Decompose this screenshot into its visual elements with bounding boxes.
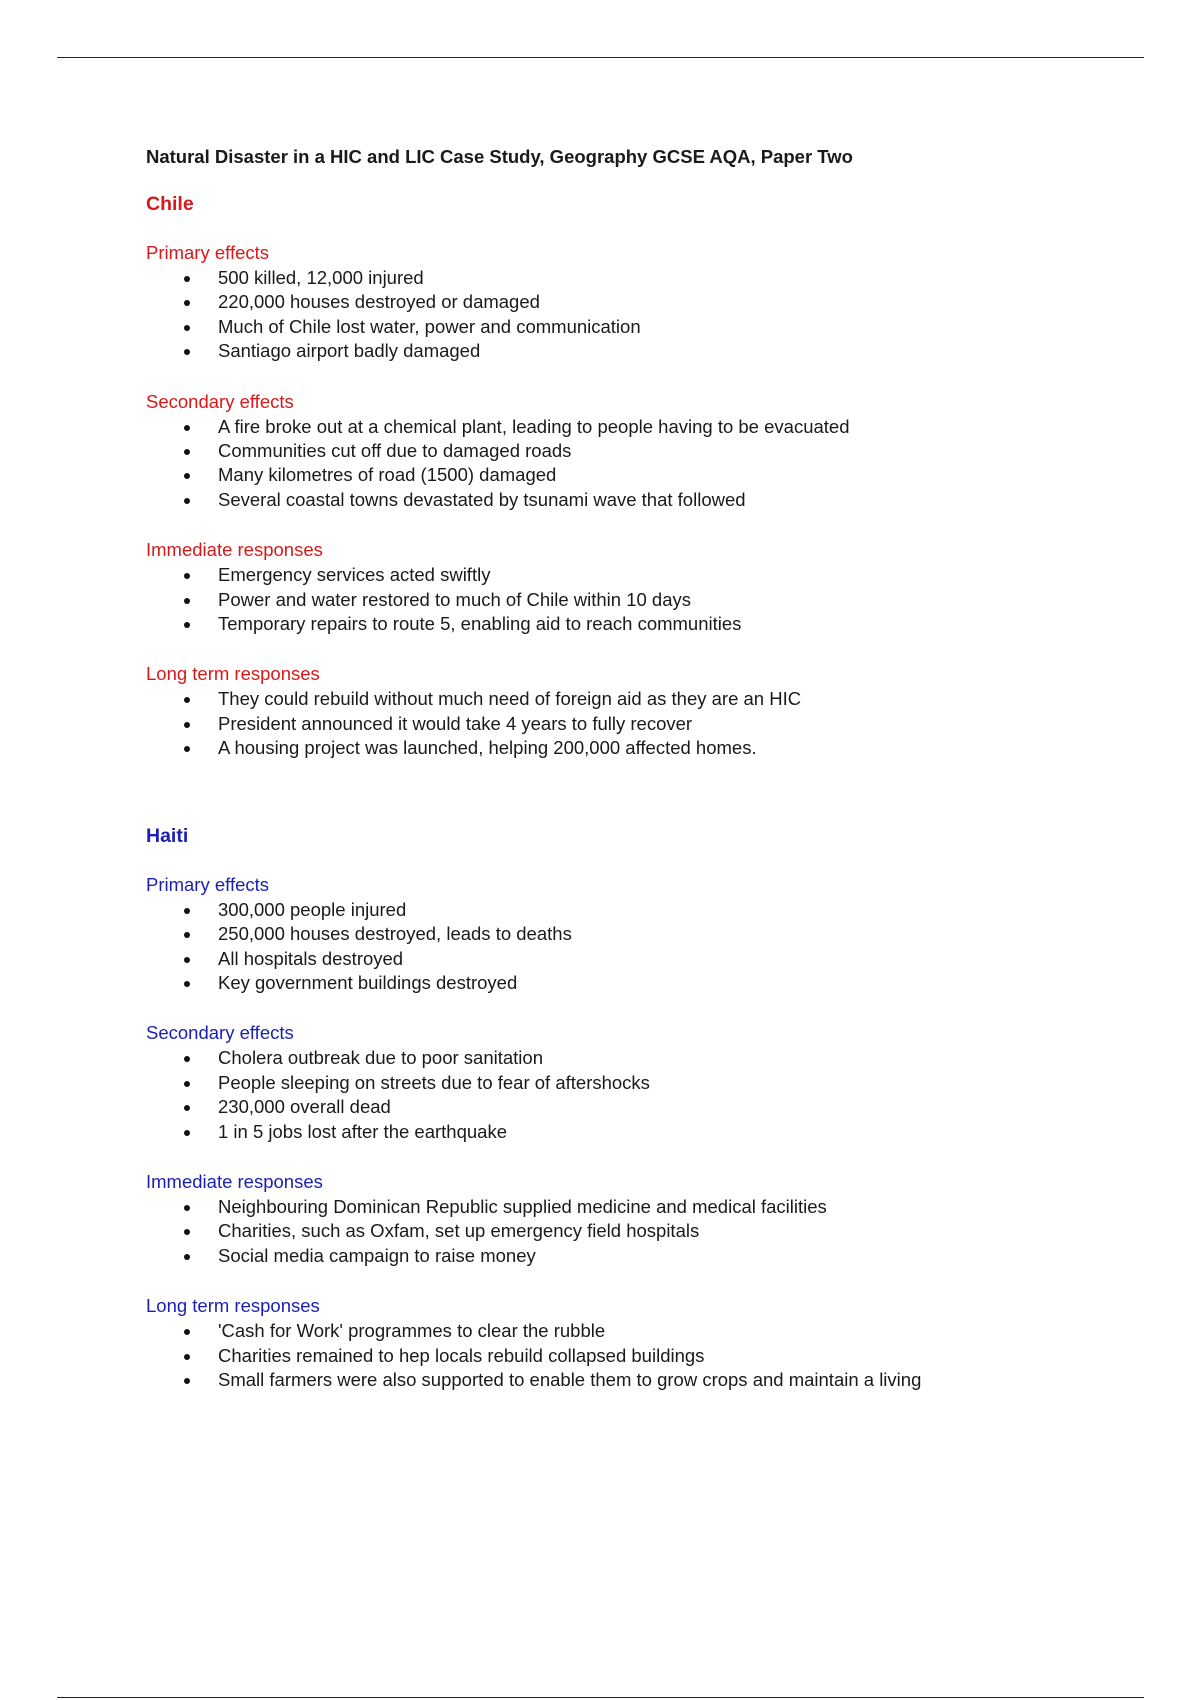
bullet-icon: [184, 1229, 190, 1235]
list-item: [146, 898, 1146, 922]
bullet-icon: [184, 722, 190, 728]
list-item-text: Much of Chile lost water, power and communication: [218, 315, 641, 337]
country-heading-chile: Chile: [146, 193, 194, 215]
section-heading: Primary effects: [146, 242, 270, 263]
list-item: [146, 1319, 1146, 1343]
list-item-text: 1 in 5 jobs lost after the earthquake: [218, 1120, 507, 1142]
list-item-text: President announced it would take 4 years to fully recover: [218, 712, 693, 734]
bullet-list: [146, 563, 1146, 636]
bullet-list: [146, 415, 1146, 513]
top-rule: [57, 57, 1144, 58]
page-title: Natural Disaster in a HIC and LIC Case Study, Geography GCSE AQA, Paper Two: [146, 146, 853, 167]
haiti-immediate-responses: [146, 1170, 1146, 1268]
list-item-text: Key government buildings destroyed: [218, 971, 518, 993]
bullet-icon: [184, 473, 190, 479]
list-item: [146, 1071, 1146, 1095]
haiti-primary-effects: [146, 873, 1146, 996]
list-item: [146, 266, 1146, 290]
list-item: [146, 290, 1146, 314]
bullet-icon: [184, 425, 190, 431]
list-item: [146, 687, 1146, 711]
list-item: [146, 712, 1146, 736]
haiti-long-term-responses: [146, 1294, 1146, 1392]
section-heading: Long term responses: [146, 1295, 320, 1317]
chile-secondary-effects: [146, 390, 1146, 513]
list-item-text: Many kilometres of road (1500) damaged: [218, 464, 557, 486]
list-item: [146, 947, 1146, 971]
bullet-icon: [184, 1354, 190, 1360]
bullet-list: [146, 266, 1146, 364]
list-item-text: Emergency services acted swiftly: [218, 564, 491, 586]
list-item-text: Charities remained to hep locals rebuild collapsed buildings: [218, 1344, 705, 1366]
bullet-list: [146, 1319, 1146, 1392]
list-item-text: Cholera outbreak due to poor sanitation: [218, 1047, 543, 1069]
bullet-icon: [184, 1130, 190, 1136]
bullet-icon: [184, 1329, 190, 1335]
chile-long-term-responses: [146, 662, 1146, 760]
list-item-text: Temporary repairs to route 5, enabling aid to reach communities: [218, 613, 742, 635]
bullet-icon: [184, 1378, 190, 1384]
list-item: [146, 1195, 1146, 1219]
list-item-text: 'Cash for Work' programmes to clear the rubble: [218, 1320, 606, 1342]
section-heading: Immediate responses: [146, 539, 323, 561]
list-item: [146, 339, 1146, 363]
bottom-rule: [57, 1697, 1144, 1698]
list-item-text: Neighbouring Dominican Republic supplied medicine and medical facilities: [218, 1195, 827, 1217]
list-item: [146, 1219, 1146, 1243]
list-item: [146, 463, 1146, 487]
spacer: [146, 787, 1146, 823]
bullet-icon: [184, 932, 190, 938]
list-item: [146, 488, 1146, 512]
bullet-list: [146, 1195, 1146, 1268]
list-item: [146, 1095, 1146, 1119]
bullet-icon: [184, 300, 190, 306]
list-item-text: Charities, such as Oxfam, set up emergency field hospitals: [218, 1220, 700, 1242]
list-item-text: 500 killed, 12,000 injured: [218, 267, 424, 288]
list-item-text: All hospitals destroyed: [218, 947, 404, 969]
list-item-text: A fire broke out at a chemical plant, leading to people having to be evacuated: [218, 415, 850, 437]
bullet-icon: [184, 1105, 190, 1111]
section-heading: Long term responses: [146, 663, 320, 685]
list-item: [146, 1120, 1146, 1144]
list-item: [146, 612, 1146, 636]
bullet-icon: [184, 697, 190, 703]
haiti-case-study: [146, 823, 1146, 1393]
bullet-icon: [184, 598, 190, 604]
list-item: [146, 439, 1146, 463]
list-item-text: Power and water restored to much of Chile within 10 days: [218, 588, 692, 610]
section-heading: Secondary effects: [146, 1022, 294, 1044]
bullet-list: [146, 1046, 1146, 1144]
list-item: [146, 1368, 1146, 1392]
list-item: [146, 922, 1146, 946]
list-item-text: Social media campaign to raise money: [218, 1244, 536, 1266]
bullet-icon: [184, 908, 190, 914]
list-item: [146, 1244, 1146, 1268]
bullet-list: [146, 687, 1146, 760]
chile-immediate-responses: [146, 538, 1146, 636]
list-item-text: 300,000 people injured: [218, 898, 407, 920]
bullet-icon: [184, 957, 190, 963]
list-item: [146, 736, 1146, 760]
section-heading: Secondary effects: [146, 390, 294, 412]
list-item: [146, 1344, 1146, 1368]
bullet-icon: [184, 498, 190, 504]
list-item-text: 220,000 houses destroyed or damaged: [218, 291, 540, 313]
bullet-icon: [184, 1081, 190, 1087]
list-item: [146, 1046, 1146, 1070]
list-item: [146, 971, 1146, 995]
bullet-icon: [184, 622, 190, 628]
list-item: [146, 588, 1146, 612]
list-item-text: A housing project was launched, helping 200,000 affected homes.: [218, 737, 757, 759]
section-heading: Immediate responses: [146, 1170, 323, 1192]
bullet-icon: [184, 276, 190, 282]
bullet-list: [146, 898, 1146, 996]
section-heading: Primary effects: [146, 873, 270, 895]
list-item-text: Communities cut off due to damaged roads: [218, 440, 572, 462]
list-item-text: People sleeping on streets due to fear of aftershocks: [218, 1071, 650, 1093]
bullet-icon: [184, 1254, 190, 1260]
bullet-icon: [184, 1056, 190, 1062]
bullet-icon: [184, 573, 190, 579]
bullet-icon: [184, 449, 190, 455]
list-item-text: 230,000 overall dead: [218, 1096, 391, 1118]
document-body: [146, 145, 1146, 1418]
country-heading-haiti: Haiti: [146, 824, 189, 847]
bullet-icon: [184, 746, 190, 752]
bullet-icon: [184, 1205, 190, 1211]
list-item-text: Santiago airport badly damaged: [218, 340, 481, 362]
chile-primary-effects: [146, 241, 1146, 364]
bullet-icon: [184, 325, 190, 331]
list-item-text: They could rebuild without much need of foreign aid as they are an HIC: [218, 688, 802, 710]
bullet-icon: [184, 981, 190, 987]
list-item-text: Small farmers were also supported to enable them to grow crops and maintain a living: [218, 1368, 922, 1390]
chile-case-study: [146, 191, 1146, 761]
list-item: [146, 415, 1146, 439]
haiti-secondary-effects: [146, 1021, 1146, 1144]
bullet-icon: [184, 349, 190, 355]
list-item: [146, 563, 1146, 587]
list-item-text: Several coastal towns devastated by tsunami wave that followed: [218, 488, 746, 510]
list-item: [146, 315, 1146, 339]
list-item-text: 250,000 houses destroyed, leads to deaths: [218, 923, 572, 945]
